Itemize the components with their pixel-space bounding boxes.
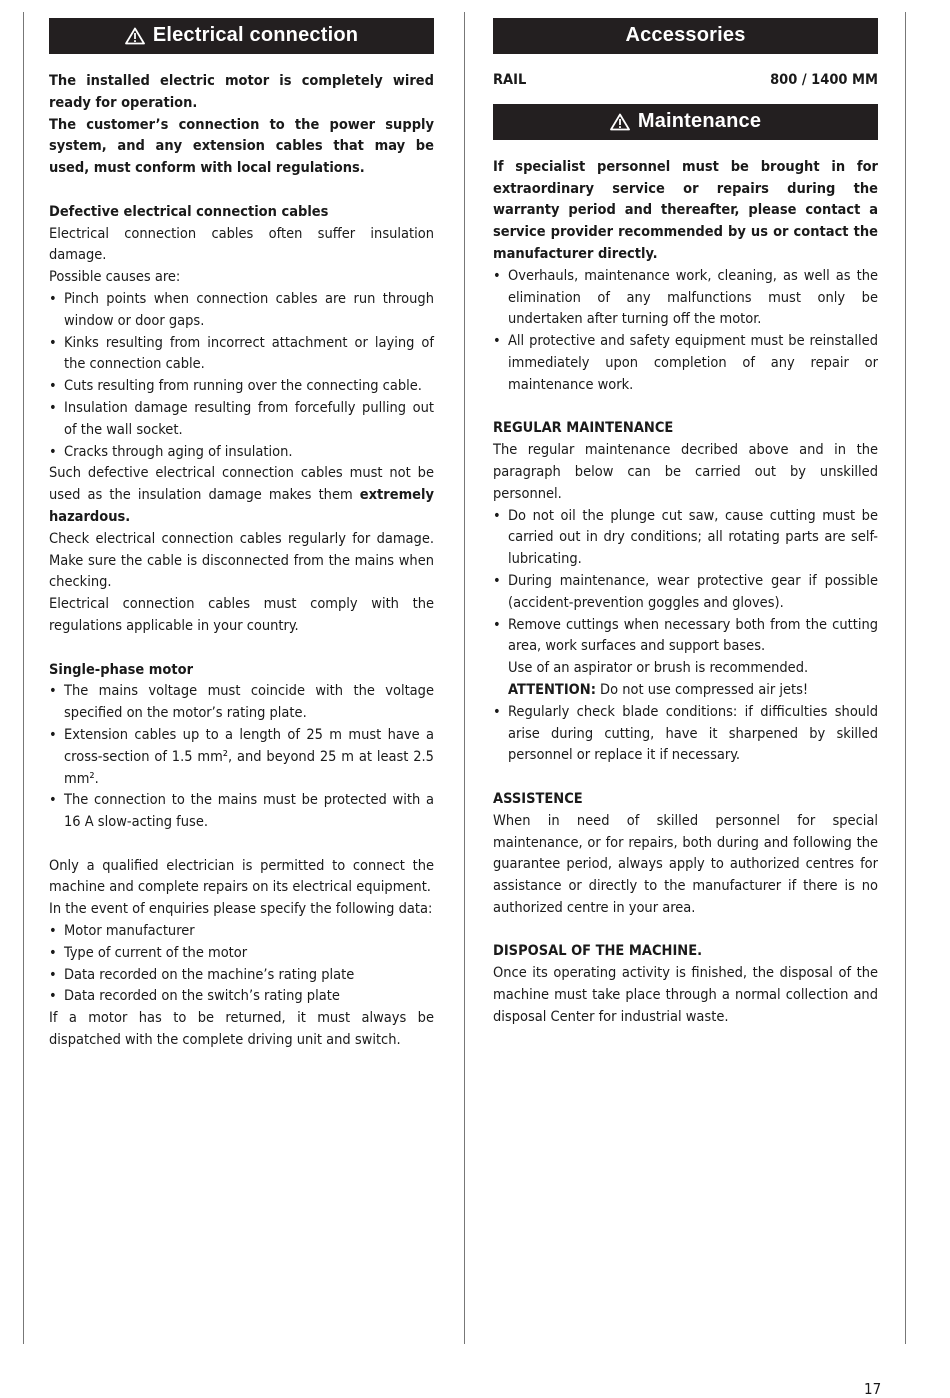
defective-cables-heading: Defective electrical connection cables — [49, 203, 329, 220]
list-item: • Data recorded on the machine’s rating plate — [49, 965, 434, 987]
list-item: • All protective and safety equipment must be reinstalled immediately upon completion of any repair or maintenance work. — [493, 331, 878, 396]
qualified-electrician-paragraph: Only a qualified electrician is permitted to connect the machine and complete repairs on its electrical equipment. — [49, 857, 434, 896]
causes-list — [49, 289, 434, 463]
attention-label: ATTENTION: — [508, 681, 596, 698]
list-item: • Cracks through aging of insulation. — [49, 442, 434, 464]
list-item: • Insulation damage resulting from forcefully pulling out of the wall socket. — [49, 398, 434, 442]
list-item: • Type of current of the motor — [49, 943, 434, 965]
defective-paragraph-5: Electrical connection cables must comply with the regulations applicable in your country. — [49, 596, 434, 634]
list-item: • During maintenance, wear protective gear if possible (accident-prevention goggles and gloves). — [493, 571, 878, 615]
single-phase-list — [49, 681, 434, 834]
intro-paragraph-2: The customer’s connection to the power supply system, and any extension cables that may be used, must conform with local regulations. — [49, 116, 434, 177]
disposal-paragraph: Once its operating activity is finished, the disposal of the machine must take place through a normal collection and disposal Center for industrial waste. — [493, 965, 878, 1025]
list-item: • The mains voltage must coincide with the voltage specified on the motor’s rating plate. — [49, 681, 434, 725]
maintenance-header — [493, 104, 878, 140]
list-item: • Motor manufacturer — [49, 921, 434, 943]
page-number: 17 — [864, 1380, 882, 1398]
enquiry-data-list — [49, 921, 434, 1008]
left-margin-rule — [23, 12, 24, 1344]
assistence-paragraph: When in need of skilled personnel for special maintenance, or for repairs, both during and following the guarantee period, always apply to authorized centres for assistance or directly to the manufacturer if there is no authorized centre in your area. — [493, 812, 878, 916]
electrical-connection-title: Electrical connection — [152, 24, 359, 47]
defective-paragraph-1: Electrical connection cables often suffer insulation damage. — [49, 225, 434, 264]
aspirator-text: Use of an aspirator or brush is recommended. — [508, 660, 809, 677]
regular-maintenance-paragraph: The regular maintenance decribed above and in the paragraph below can be carried out by unskilled personnel. — [493, 442, 878, 502]
maintenance-intro: If specialist personnel must be brought in for extraordinary service or repairs during the warranty period and thereafter, please contact a service provider recommended by us or contact the manufacturer directly. — [493, 158, 878, 262]
assistence-heading: ASSISTENCE — [493, 790, 583, 807]
motor-returned-paragraph: If a motor has to be returned, it must always be dispatched with the complete driving unit and switch. — [49, 1010, 434, 1049]
defective-paragraph-4: Check electrical connection cables regularly for damage. Make sure the cable is disconnected from the mains when checking. — [49, 530, 434, 591]
list-item: • Regularly check blade conditions: if difficulties should arise during cutting, have it sharpened by skilled personnel or replace it if necessary. — [493, 702, 878, 767]
accessories-title: Accessories — [625, 24, 746, 47]
defective-paragraph-2: Possible causes are: — [49, 269, 181, 286]
rail-value: 800 / 1400 MM — [770, 72, 878, 88]
right-column — [493, 18, 878, 1029]
disposal-heading: DISPOSAL OF THE MACHINE. — [493, 943, 703, 960]
regular-maintenance-heading: REGULAR MAINTENANCE — [493, 420, 674, 437]
left-column — [49, 18, 434, 1052]
warning-triangle-icon — [125, 27, 145, 45]
defective-paragraph-3-text: Such defective electrical connection cables must not be used as the insulation damage makes them — [49, 465, 434, 504]
cuttings-text: Remove cuttings when necessary both from the cutting area, work surfaces and support bases. — [508, 616, 878, 655]
list-item: • Extension cables up to a length of 25 m must have a cross-section of 1.5 mm², and beyond 25 m at least 2.5 mm². — [49, 725, 434, 790]
rail-label: RAIL — [493, 72, 527, 88]
intro-paragraph-1: The installed electric motor is completely wired ready for operation. — [49, 73, 434, 111]
list-item: • Do not oil the plunge cut saw, cause cutting must be carried out in dry conditions; all rotating parts are self-lubricating. — [493, 506, 878, 571]
attention-text: Do not use compressed air jets! — [595, 681, 809, 698]
list-item — [493, 615, 878, 702]
extremely-hazardous-text: extremely hazardous. — [49, 487, 434, 525]
defective-paragraph-3 — [49, 463, 434, 528]
center-column-rule — [464, 12, 465, 1344]
maintenance-list — [493, 266, 878, 397]
list-item: • Data recorded on the switch’s rating plate — [49, 986, 434, 1008]
rail-row — [493, 70, 878, 92]
list-item: • Cuts resulting from running over the connecting cable. — [49, 376, 434, 398]
regular-maintenance-list — [493, 506, 878, 768]
right-margin-rule — [905, 12, 906, 1344]
electrical-connection-header — [49, 18, 434, 54]
maintenance-title: Maintenance — [637, 109, 762, 132]
list-item: • Pinch points when connection cables are run through window or door gaps. — [49, 289, 434, 333]
list-item: • Overhauls, maintenance work, cleaning, as well as the elimination of any malfunctions must only be undertaken after turning off the motor. — [493, 266, 878, 331]
list-item: • Kinks resulting from incorrect attachment or laying of the connection cable. — [49, 333, 434, 377]
accessories-header — [493, 18, 878, 54]
list-item: • The connection to the mains must be protected with a 16 A slow-acting fuse. — [49, 790, 434, 834]
single-phase-heading: Single-phase motor — [49, 661, 194, 678]
warning-triangle-icon — [610, 113, 630, 131]
enquiries-paragraph: In the event of enquiries please specify the following data: — [49, 901, 433, 918]
